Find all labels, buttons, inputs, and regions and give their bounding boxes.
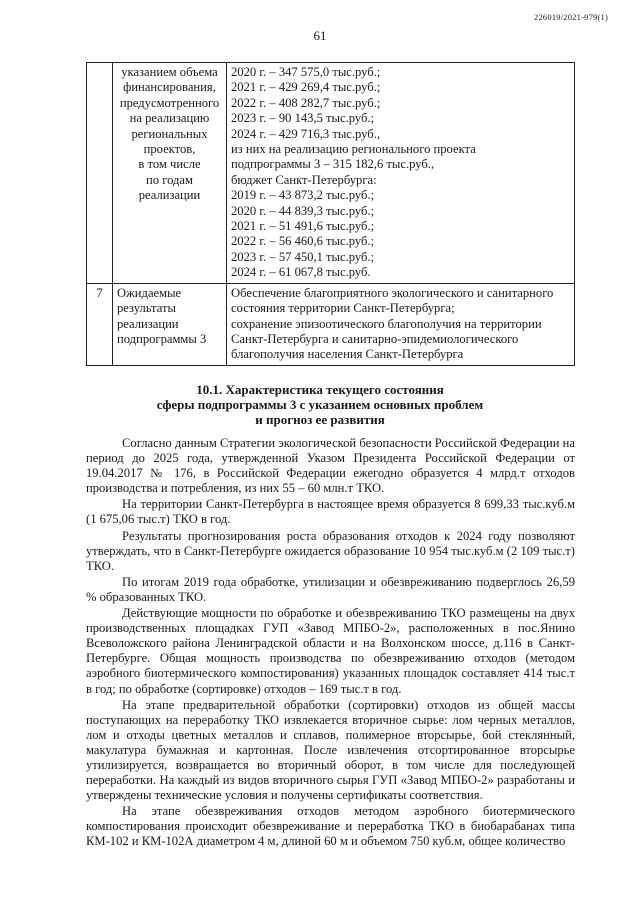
- value-line: 2024 г. – 61 067,8 тыс.руб.: [231, 265, 371, 280]
- label-line: на реализацию: [129, 111, 210, 126]
- label-line: Ожидаемые: [117, 285, 182, 300]
- page-number: 61: [313, 28, 327, 43]
- section-heading-line: 10.1. Характеристика текущего состояния: [196, 382, 444, 397]
- value-line: 2021 г. – 429 269,4 тыс.руб.;: [231, 80, 381, 95]
- value-line: 2019 г. – 43 873,2 тыс.руб.;: [231, 188, 375, 203]
- label-line: региональных: [131, 126, 208, 141]
- paragraph: На этапе обезвреживания отходов методом аэробного биотермического компостирования происходит обезвреживание и переработка ТКО в биобарабанах типа КМ-102 и КМ-102А диаметром 4 м, длиной 60 м и объемом 750 куб.м, общее количество: [86, 804, 575, 849]
- value-line: сохранение эпизоотического благополучия на территории: [231, 316, 542, 331]
- paragraph: Действующие мощности по обработке и обезвреживанию ТКО размещены на двух производственных площадках ГУП «Завод МПБО-2», расположенных в пос.Янино Всеволожского района Ленинградской области и на Волхонском шоссе, д.116 в Санкт-Петербурге. Общая мощность производства по обезвреживанию отходов (методом аэробного биотермического компостирования) указанных площадок составляет 414 тыс.т в год; по обработке (сортировке) отходов – 169 тыс.т в год.: [86, 606, 575, 696]
- label-line: результаты: [117, 301, 176, 316]
- label-line: реализации: [138, 188, 201, 203]
- paragraph: На этапе предварительной обработки (сортировки) отходов из общей массы поступающих на переработку ТКО извлекается вторичное сырье: лом черных металлов, лом и отходы цветных металлов и сплавов, полимерное вторсырье, бой стеклянный, макулатура бумажная и картонная. После извлечения отсортированное вторсырье утилизируется, возвращается во вторичный оборот, в том числе для последующей переработки. На каждый из видов вторичного сырья ГУП «Завод МПБО-2» разработаны и утверждены технические условия и получены сертификаты соответствия.: [86, 697, 575, 803]
- label-line: указанием объема: [121, 65, 218, 79]
- row-value-cell: [227, 283, 575, 365]
- value-line: 2020 г. – 44 839,3 тыс.руб.;: [231, 203, 375, 218]
- section-body: [86, 436, 575, 851]
- value-line: бюджет Санкт-Петербурга:: [231, 172, 377, 187]
- label-line: реализации: [117, 316, 179, 331]
- label-line: проектов,: [143, 142, 196, 157]
- value-line: 2024 г. – 429 716,3 тыс.руб.,: [231, 126, 381, 141]
- subprogram-passport-table: [86, 62, 575, 366]
- section-heading: [0, 382, 640, 427]
- value-line: подпрограммы 3 – 315 182,6 тыс.руб.,: [231, 157, 435, 172]
- section-heading-line: сферы подпрограммы 3 с указанием основных проблем: [156, 397, 484, 412]
- label-line: в том числе: [138, 157, 201, 172]
- value-line: Санкт-Петербурга и санитарно-эпидемиологического: [231, 331, 519, 346]
- row-number-cell: 7: [87, 283, 113, 365]
- row-label-cell: [113, 283, 227, 365]
- row-label-cell: [113, 63, 227, 284]
- paragraph: По итогам 2019 года обработке, утилизации и обезвреживанию подверглось 26,59 % образованных ТКО.: [86, 574, 575, 604]
- paragraph: Результаты прогнозирования роста образования отходов к 2024 году позволяют утверждать, что в Санкт-Петербурге ожидается образование 10 954 тыс.куб.м (2 109 тыс.т) ТКО.: [86, 528, 575, 573]
- value-line: 2022 г. – 56 460,6 тыс.руб.;: [231, 234, 375, 249]
- value-line: благополучия населения Санкт-Петербурга: [231, 347, 464, 362]
- label-line: по годам: [146, 172, 193, 187]
- label-line: финансирования,: [123, 80, 216, 95]
- table-row-financing: [87, 63, 575, 284]
- row-value-cell: [227, 63, 575, 284]
- section-heading-line: и прогноз ее развития: [255, 412, 385, 427]
- row-number-cell: [87, 63, 113, 284]
- value-line: 2023 г. – 57 450,1 тыс.руб.;: [231, 249, 375, 264]
- value-line: 2023 г. – 90 143,5 тыс.руб.;: [231, 111, 375, 126]
- value-line: 2020 г. – 347 575,0 тыс.руб.;: [231, 65, 381, 79]
- value-line: из них на реализацию регионального проекта: [231, 142, 476, 157]
- value-line: Обеспечение благоприятного экологического и санитарного: [231, 285, 554, 300]
- paragraph: Согласно данным Стратегии экологической безопасности Российской Федерации на период до 2025 года, утвержденной Указом Президента Российской Федерации от 19.04.2017 № 176, в Российской Федерации ежегодно образуется 4 млрд.т отходов производства и потребления, из них 55 – 60 млн.т ТКО.: [86, 436, 575, 496]
- value-line: 2022 г. – 408 282,7 тыс.руб.;: [231, 95, 381, 110]
- document-registration-number: 226019/2021-979(1): [534, 12, 608, 22]
- table-row-expected-results: [87, 283, 575, 365]
- label-line: предусмотренного: [119, 95, 220, 110]
- value-line: 2021 г. – 51 491,6 тыс.руб.;: [231, 219, 375, 234]
- label-line: подпрограммы 3: [117, 331, 207, 346]
- paragraph: На территории Санкт-Петербурга в настоящее время образуется 8 699,33 тыс.куб.м (1 675,06 тыс.т) ТКО в год.: [86, 497, 575, 527]
- value-line: состояния территории Санкт-Петербурга;: [231, 301, 455, 316]
